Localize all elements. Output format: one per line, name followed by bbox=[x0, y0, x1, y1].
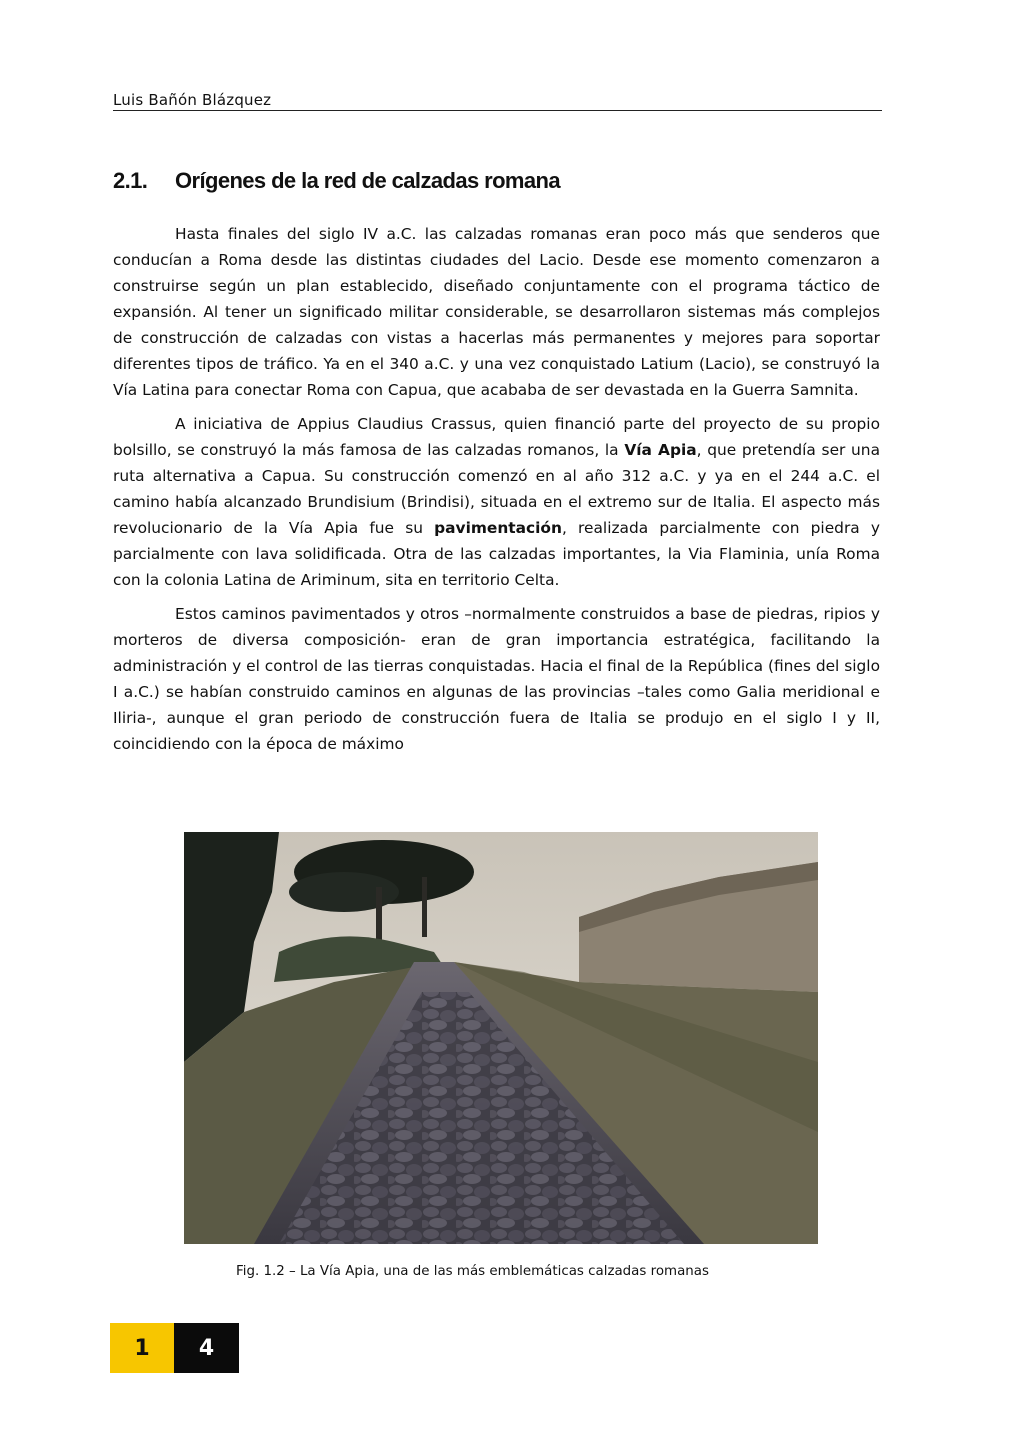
figure-caption: Fig. 1.2 – La Vía Apia, una de las más emblemáticas calzadas romanas bbox=[236, 1264, 709, 1279]
via-apia-bold: Vía Apia bbox=[624, 441, 697, 459]
via-apia-photo-illustration bbox=[184, 832, 818, 1244]
paragraph-2-part-a: A iniciativa de Appius Claudius Crassus, quien financió parte del proyecto de su propio bolsillo, se construyó la más famosa de las calzadas romanos, la bbox=[113, 415, 880, 459]
page-number-badge bbox=[110, 1323, 239, 1373]
page-number: 4 bbox=[174, 1323, 239, 1373]
pavimentacion-bold: pavimentación bbox=[434, 519, 562, 537]
section-heading bbox=[113, 168, 560, 194]
section-title: Orígenes de la red de calzadas romana bbox=[175, 168, 560, 193]
via-apia-photo bbox=[184, 832, 818, 1244]
paragraph-2-part-c: , realizada parcialmente con piedra y parcialmente con lava solidificada. Otra de las calzadas importantes, la Via Flaminia, unía Roma con la colonia Latina de Ariminum, sita en territorio Celta. bbox=[113, 519, 880, 589]
chapter-number: 1 bbox=[110, 1323, 174, 1373]
body-text bbox=[113, 221, 880, 765]
page-header-author: Luis Bañón Blázquez bbox=[113, 91, 882, 111]
paragraph-2-part-b: , que pretendía ser una ruta alternativa a Capua. Su construcción comenzó en al año 312 a.C. y ya en el 244 a.C. el camino había alcanzado Brundisium (Brindisi), situada en el extremo sur de Italia. El aspecto más revolucionario de la Vía Apia fue su bbox=[113, 441, 880, 537]
paragraph-2 bbox=[113, 411, 880, 593]
section-number: 2.1. bbox=[113, 168, 148, 193]
paragraph-3: Estos caminos pavimentados y otros –normalmente construidos a base de piedras, ripios y morteros de diversa composición- eran de gran importancia estratégica, facilitando la administración y el control de las tierras conquistadas. Hacia el final de la República (fines del siglo I a.C.) se habían construido caminos en algunas de las provincias –tales como Galia meridional e Iliria-, aunque el gran periodo de construcción fuera de Italia se produjo en el siglo I y II, coincidiendo con la época de máximo bbox=[113, 605, 880, 753]
paragraph-1: Hasta finales del siglo IV a.C. las calzadas romanas eran poco más que senderos que conducían a Roma desde las distintas ciudades del Lacio. Desde ese momento comenzaron a construirse según un plan establecido, diseñado conjuntamente con el programa táctico de expansión. Al tener un significado militar considerable, se desarrollaron sistemas más complejos de construcción de calzadas con vistas a hacerlas más permanentes y mejores para soportar diferentes tipos de tráfico. Ya en el 340 a.C. y una vez conquistado Latium (Lacio), se construyó la Vía Latina para conectar Roma con Capua, que acababa de ser devastada en la Guerra Samnita. bbox=[113, 225, 880, 399]
